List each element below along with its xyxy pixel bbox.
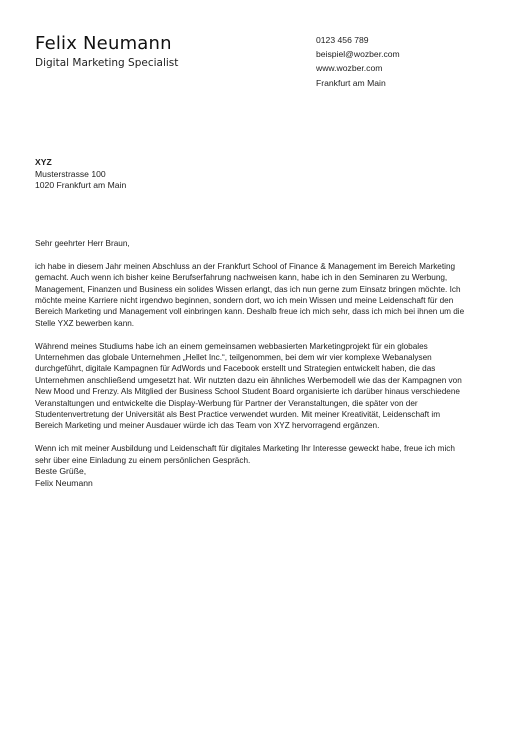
letter-paragraph: Wenn ich mit meiner Ausbildung und Leidenschaft für digitales Marketing Ihr Interesse geweckt habe, freue ich mich sehr über eine Einladung zu einem persönlichen Gespräch. <box>35 444 455 465</box>
recipient-street: Musterstrasse 100 <box>35 168 106 179</box>
contact-location: Frankfurt am Main <box>316 77 386 88</box>
letter-closing: Beste Grüße, <box>35 466 87 476</box>
contact-block <box>316 33 400 90</box>
recipient-address <box>35 157 126 192</box>
applicant-role: Digital Marketing Specialist <box>35 57 179 69</box>
letter-paragraph: Während meines Studiums habe ich an einem gemeinsamen webbasierten Marketingprojekt für ein globales Unternehmen das globale Unternehmen „Hellet Inc.“, teilgenommen, bei dem wir vier komplexe Webanalysen durchgeführt, digitale Kampagnen für AdWords und Facebook erstellt und Strategien entwickelt haben, die das Unternehmen anschließend umgesetzt hat. Wir nutzten dazu ein ähnliches Werbemodell wie das der Kampagnen von New Mood und Frenzy. Als Mitglied der Business School Student Board organisierte ich darüber hinaus verschiedene Veranstaltungen und entwickelte die Display-Werbung für Partner der Veranstaltungen, die später von der Studentenvertretung der Universität als Best Practice verwendet wurden. Mit meiner Kreativität, Leidenschaft im Bereich Marketing und meiner Ausdauer würde ich das Team von XYZ hervorragend ergänzen. <box>35 341 462 431</box>
letter-body <box>35 238 465 477</box>
recipient-city: 1020 Frankfurt am Main <box>35 180 127 191</box>
letter-closing-block <box>35 466 93 489</box>
recipient-company: XYZ <box>35 157 52 167</box>
letter-salutation: Sehr geehrter Herr Braun, <box>35 239 130 248</box>
contact-website: www.wozber.com <box>316 63 383 74</box>
contact-email: beispiel@wozber.com <box>316 49 400 60</box>
letter-paragraph: ich habe in diesem Jahr meinen Abschluss an der Frankfurt School of Finance & Management im Bereich Marketing gemacht. Auch wenn ich bisher keine Berufserfahrung nachweisen kann, habe ich in den Seminaren zu Werbung, Management, Finanzen und Business ein solides Wissen erlangt, das ich nun gerne zum Einsatz bringen möchte. Ich möchte meine Karriere nicht irgendwo beginnen, sondern dort, wo ich mein Wissen und meine Leidenschaft für den Bereich Marketing und Management voll einbringen kann. Deshalb freue ich mich sehr, dass ich mich bei ihnen um die Stelle YXZ bewerben kann. <box>35 261 465 328</box>
contact-phone: 0123 456 789 <box>316 35 369 45</box>
letter-signature: Felix Neumann <box>35 477 93 488</box>
applicant-name: Felix Neumann <box>35 33 172 54</box>
